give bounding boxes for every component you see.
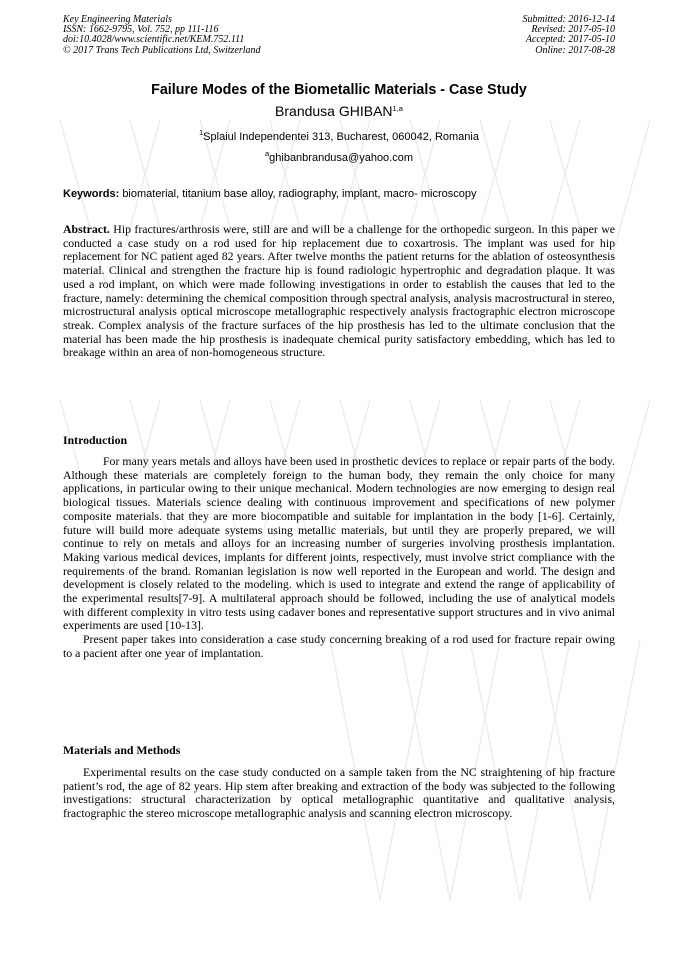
online-date: Online: 2017-08-28 — [535, 44, 615, 56]
introduction-paragraph-1: For many years metals and alloys have been used in prosthetic devices to replace or repair parts of the body. Although these materials are completely foreign to the human body, they remain the only choice for many applications, in particular owing to their unique mechanical. Modern technologies are now emerging to design real biological tissues. Materials science dealing with continuous improvement and specifications of new polymer composite materials. that they are more biocompatible and suitable for implantation in the body [1-6]. Certainly, future will build more adequate systems using metallic materials, but until they are properly prepared, we will continue to rely on metals and alloys for an increasing number of surgeries involving prosthesis implantation. Making various medical devices, implants for different joints, respectively, must involve strict compliance with the requirements of the brand. Romanian legislation is now well reported in the European and world. The design and development is closely related to the modeling. which is used to integrate and extend the range of applicability of the experimental results[7-9]. A multilateral approach should be followed, including the use of analytical models with different complexity in vitro tests using cadaver bones and representative support structures and in vivo animal experiments are used [10-13]. — [63, 454, 615, 633]
keywords-text: biomaterial, titanium base alloy, radiography, implant, macro- microscopy — [122, 188, 477, 200]
affiliation-mark: 1 — [199, 128, 204, 137]
revised-date: Revised: 2017-05-10 — [531, 24, 615, 36]
keywords — [63, 188, 615, 200]
email-text[interactable]: ghibanbrandusa@yahoo.com — [269, 152, 414, 164]
abstract-label: Abstract. — [63, 222, 110, 236]
author-email — [63, 149, 615, 164]
abstract-text: Hip fractures/arthrosis were, still are and will be a challenge for the orthopedic surgeon. In this paper we conducted a case study on a rod used for hip replacement due to coxartrosis. The implant was used for hip replacement for NC patient aged 82 years. After twelve months the patient returns for the ablation of osteosynthesis material. Clinical and strengthen the fracture hip is found radiologic hypertrophic and degradation plaque. It was used a rod implant, on which were made following investigations in order to establish the causes that led to the fracture, namely: determining the chemical composition through spectral analysis, analysis macrostructural in stereo, microstructural analysis optical microscope metallographic respectively analysis fractographic electron microscope streak. Complex analysis of the fracture surfaces of the hip prosthesis has led to the ultimate conclusion that the material has been made the hip prosthesis is inadequate chemical purity satisfactory embedding, which has led to breakage within an area of non-homogeneous structure. — [63, 222, 615, 360]
materials-methods-paragraph-1: Experimental results on the case study conducted on a sample taken from the NC straightening of hip fracture patient’s rod, the age of 82 years. Hip stem after breaking and extraction of the body was subjected to the following investigations: structural characterization by optical metallographic quantitative and qualitative analysis, fractographic the stereo microscope metallographic analysis and scanning electron microscopy. — [63, 765, 615, 821]
affiliation-text: Splaiul Independentei 313, Bucharest, 060042, Romania — [203, 131, 479, 143]
doi[interactable]: doi:10.4028/www.scientific.net/KEM.752.111 — [63, 34, 245, 46]
introduction-paragraph-2: Present paper takes into consideration a case study concerning breaking of a rod used for fracture repair owing to a pacient after one year of implantation. — [63, 632, 615, 660]
author — [63, 103, 615, 119]
copyright: © 2017 Trans Tech Publications Ltd, Switzerland — [63, 44, 261, 56]
paper-title: Failure Modes of the Biometallic Materials - Case Study — [151, 82, 527, 98]
accepted-date: Accepted: 2017-05-10 — [525, 34, 615, 46]
submitted-date: Submitted: 2016-12-14 — [522, 14, 615, 25]
materials-methods-heading: Materials and Methods — [63, 743, 181, 757]
abstract — [63, 223, 615, 360]
author-name: Brandusa GHIBAN — [275, 103, 393, 119]
introduction-heading: Introduction — [63, 433, 128, 447]
materials-methods-body — [63, 766, 615, 821]
introduction-body — [63, 455, 615, 661]
affiliation — [63, 128, 615, 143]
email-mark: a — [264, 149, 270, 158]
keywords-label: Keywords: — [63, 188, 120, 200]
issn: ISSN: 1662-9795, Vol. 752, pp 111-116 — [63, 24, 219, 36]
journal-name: Key Engineering Materials — [63, 14, 172, 25]
author-affiliation-mark: 1,a — [392, 104, 403, 113]
